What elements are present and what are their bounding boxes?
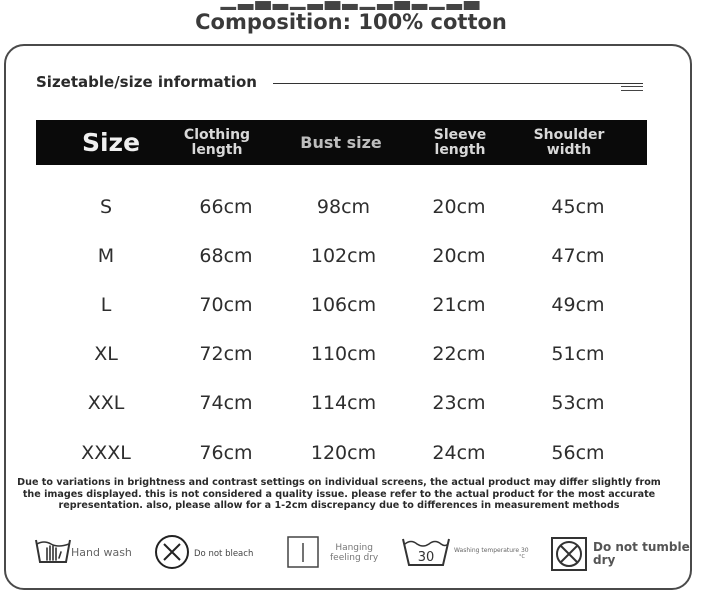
cell-bust-size: 106cm (310, 294, 377, 316)
cell-shoulder-width: 45cm (551, 196, 605, 218)
cell-clothing-length: 68cm (199, 245, 253, 267)
do-not-bleach-label: Do not bleach (194, 549, 254, 559)
header-clothing-length-line2: length (191, 141, 243, 158)
cell-size: M (97, 245, 115, 267)
disclaimer-text (14, 477, 664, 512)
do-not-tumble-dry-label-line2: dry (593, 553, 616, 567)
cell-sleeve-length: 20cm (432, 245, 486, 267)
menu-lines-icon (621, 86, 643, 94)
cell-sleeve-length: 23cm (432, 392, 486, 414)
cell-size: S (99, 196, 113, 218)
cell-size: XXL (87, 392, 125, 414)
hanging-dry-label (330, 543, 378, 563)
cell-size: L (100, 294, 112, 316)
table-row (36, 388, 647, 418)
disclaimer-line: Due to variations in brightness and contrast settings on individual screens, the actual product may differ slightly from (17, 477, 661, 488)
composition-title: Composition: 100% cotton (195, 10, 507, 34)
table-row (36, 290, 647, 320)
header-shoulder-width (529, 120, 609, 165)
cell-bust-size: 120cm (310, 442, 377, 464)
hanging-dry-label-line1: Hanging (335, 543, 373, 553)
cell-bust-size: 102cm (310, 245, 377, 267)
cell-shoulder-width: 51cm (551, 343, 605, 365)
cell-size: XXXL (81, 442, 131, 464)
table-row (36, 192, 647, 222)
hanging-dry-label-line2: feeling dry (330, 553, 379, 563)
header-shoulder-width-line2: width (546, 141, 592, 158)
cell-size: XL (94, 343, 118, 365)
header-sleeve-length-line2: length (434, 141, 486, 158)
header-sleeve-length-line1: Sleeve (433, 126, 487, 143)
wash-temperature-label: Washing temperature 30 (454, 547, 529, 554)
wash-temperature-icon (401, 535, 451, 569)
cell-bust-size: 98cm (316, 196, 371, 218)
cell-bust-size: 114cm (310, 392, 377, 414)
cell-sleeve-length: 22cm (432, 343, 486, 365)
cell-clothing-length: 74cm (199, 392, 253, 414)
header-clothing-length-line1: Clothing (183, 126, 251, 143)
do-not-bleach-icon (154, 534, 190, 570)
cell-shoulder-width: 53cm (551, 392, 605, 414)
title-divider (273, 83, 643, 84)
hand-wash-icon (34, 536, 72, 566)
do-not-tumble-dry-label-line1: Do not tumble (593, 540, 690, 554)
cell-clothing-length: 72cm (199, 343, 253, 365)
table-row (36, 438, 647, 468)
do-not-tumble-dry-label (593, 541, 690, 567)
wash-temperature-number: 30 (417, 550, 435, 565)
cropped-chinese-title (0, 0, 702, 10)
table-header (36, 120, 647, 165)
cell-clothing-length: 66cm (199, 196, 253, 218)
header-sleeve-length (420, 120, 500, 165)
cell-shoulder-width: 49cm (551, 294, 605, 316)
cell-clothing-length: 70cm (199, 294, 253, 316)
hand-wash-label: Hand wash (71, 546, 132, 559)
disclaimer-line: the images displayed. this is not considered a quality issue. please refer to the actual product for the most accurate (22, 488, 656, 500)
cell-sleeve-length: 24cm (432, 442, 486, 464)
table-row (36, 241, 647, 271)
wash-temperature-unit: °C (519, 554, 525, 560)
hanging-dry-icon (287, 536, 319, 568)
table-row (36, 339, 647, 369)
cell-clothing-length: 76cm (199, 442, 253, 464)
cell-shoulder-width: 56cm (551, 442, 605, 464)
section-title: Sizetable/size information (36, 73, 257, 91)
cell-bust-size: 110cm (310, 343, 377, 365)
cell-sleeve-length: 21cm (432, 294, 486, 316)
do-not-tumble-dry-icon (551, 537, 587, 571)
header-bust-size: Bust size (300, 133, 382, 152)
cell-shoulder-width: 47cm (551, 245, 605, 267)
disclaimer-line: representation. also, please allow for a 1-2cm discrepancy due to differences in measurement methods (58, 500, 620, 511)
cell-sleeve-length: 20cm (432, 196, 486, 218)
header-size: Size (81, 128, 141, 157)
header-clothing-length (176, 120, 258, 165)
header-shoulder-width-line1: Shoulder (533, 126, 605, 143)
